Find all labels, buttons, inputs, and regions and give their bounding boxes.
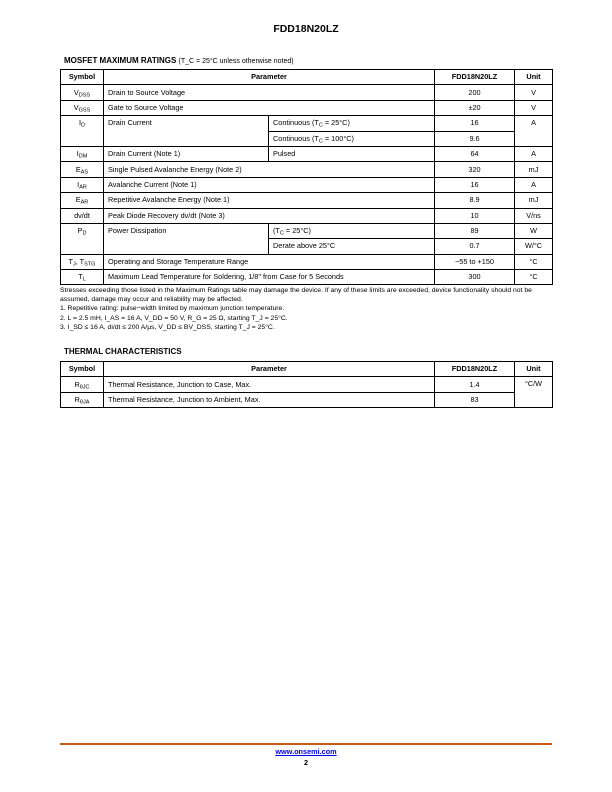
parameter-cell: Drain Current (Note 1): [104, 146, 269, 161]
symbol-cell: $E_{AR}$: [61, 193, 104, 208]
symbol-cell: $P_D$: [61, 223, 104, 254]
value-cell: 16: [435, 177, 515, 192]
value-cell: 83: [435, 392, 515, 407]
symbol-cell: $I_{DM}$: [61, 146, 104, 161]
ratings-title-text: MOSFET MAXIMUM RATINGS: [64, 56, 177, 65]
unit-cell: V: [515, 85, 553, 100]
value-cell: 10: [435, 208, 515, 223]
unit-cell: W/°C: [515, 239, 553, 254]
parameter-cell: Thermal Resistance, Junction to Ambient, Max.: [104, 392, 435, 407]
table-row: [61, 116, 553, 131]
ratings-notes: [60, 286, 554, 332]
thermal-section-title: THERMAL CHARACTERISTICS: [64, 347, 182, 356]
note-1: 1. Repetitive rating: pulse−width limited by maximum junction temperature.: [60, 305, 285, 313]
symbol-cell: $V_{DSS}$: [61, 85, 104, 100]
value-cell: 9.6: [435, 131, 515, 146]
document-title: FDD18N20LZ: [273, 23, 339, 35]
symbol-cell: $T_J$, $T_{STG}$: [61, 254, 104, 269]
condition-cell: Continuous $(T_C = 100^\circ C)$: [269, 131, 435, 146]
symbol-cell: $R_{\theta JA}$: [61, 392, 104, 407]
column-header-parameter: Parameter: [104, 362, 435, 377]
unit-cell: mJ: [515, 162, 553, 177]
value-cell: ±20: [435, 100, 515, 115]
stress-disclaimer: Stresses exceeding those listed in the Maximum Ratings table may damage the device. If any of these limits are exceeded, device functionality should not be assumed, damage may occur and reliability may be affected.: [60, 287, 532, 304]
table-row: [61, 377, 553, 392]
parameter-cell: Thermal Resistance, Junction to Case, Max.: [104, 377, 435, 392]
parameter-cell: Single Pulsed Avalanche Energy (Note 2): [104, 162, 435, 177]
parameter-cell: Drain Current: [104, 116, 269, 147]
note-3: 3. I_SD ≤ 16 A, di/dt ≤ 200 A/μs, V_DD ≤ BV_DSS, starting T_J = 25°C.: [60, 323, 275, 331]
footer-website-link[interactable]: www.onsemi.com: [275, 747, 337, 756]
unit-cell: W: [515, 223, 553, 238]
value-cell: 200: [435, 85, 515, 100]
condition-cell: Continuous $(T_C = 25^\circ C)$: [269, 116, 435, 131]
table-row: [61, 193, 553, 208]
parameter-cell: Avalanche Current (Note 1): [104, 177, 435, 192]
table-row: [61, 100, 553, 115]
unit-cell: mJ: [515, 193, 553, 208]
parameter-cell: Drain to Source Voltage: [104, 85, 435, 100]
maximum-ratings-table: [60, 69, 553, 285]
table-row: [61, 177, 553, 192]
table-row: [61, 208, 553, 223]
ratings-condition: (T_C = 25°C unless otherwise noted): [178, 58, 294, 65]
unit-cell: V: [515, 100, 553, 115]
parameter-cell: Gate to Source Voltage: [104, 100, 435, 115]
value-cell: 1.4: [435, 377, 515, 392]
condition-cell: $(T_C = 25^\circ C)$: [269, 223, 435, 238]
parameter-cell: Repetitive Avalanche Energy (Note 1): [104, 193, 435, 208]
unit-cell: A: [515, 177, 553, 192]
unit-cell: A: [515, 146, 553, 161]
value-cell: 320: [435, 162, 515, 177]
value-cell: 8.9: [435, 193, 515, 208]
table-row: [61, 223, 553, 238]
column-header-parameter: Parameter: [104, 70, 435, 85]
thermal-characteristics-table: [60, 361, 553, 408]
unit-cell: °C: [515, 254, 553, 269]
column-header-value: FDD18N20LZ: [435, 70, 515, 85]
table-row: [61, 85, 553, 100]
condition-cell: Derate above 25°C: [269, 239, 435, 254]
column-header-unit: Unit: [515, 70, 553, 85]
parameter-cell: Power Dissipation: [104, 223, 269, 254]
note-2: 2. L = 2.5 mH, I_AS = 16 A, V_DD = 50 V, R_G = 25 Ω, starting T_J = 25°C.: [60, 314, 288, 322]
value-cell: 0.7: [435, 239, 515, 254]
value-cell: 89: [435, 223, 515, 238]
symbol-cell: $E_{AS}$: [61, 162, 104, 177]
unit-cell: °C: [515, 270, 553, 285]
table-header-row: [61, 70, 553, 85]
symbol-cell: $R_{\theta JC}$: [61, 377, 104, 392]
column-header-value: FDD18N20LZ: [435, 362, 515, 377]
column-header-symbol: Symbol: [61, 362, 104, 377]
page-number: 2: [303, 758, 309, 767]
table-row: [61, 146, 553, 161]
condition-cell: Pulsed: [269, 146, 435, 161]
table-header-row: [61, 362, 553, 377]
unit-cell: °C/W: [515, 377, 553, 408]
table-row: [61, 392, 553, 407]
parameter-cell: Operating and Storage Temperature Range: [104, 254, 435, 269]
unit-cell: V/ns: [515, 208, 553, 223]
ratings-section-title: [64, 56, 294, 65]
table-row: [61, 254, 553, 269]
symbol-cell: $T_L$: [61, 270, 104, 285]
unit-cell: A: [515, 116, 553, 147]
parameter-cell: Maximum Lead Temperature for Soldering, 1/8" from Case for 5 Seconds: [104, 270, 435, 285]
value-cell: 16: [435, 116, 515, 131]
symbol-cell: $V_{GSS}$: [61, 100, 104, 115]
column-header-unit: Unit: [515, 362, 553, 377]
symbol-cell: $I_D$: [61, 116, 104, 147]
column-header-symbol: Symbol: [61, 70, 104, 85]
value-cell: −55 to +150: [435, 254, 515, 269]
symbol-cell: dv/dt: [61, 208, 104, 223]
symbol-cell: $I_{AR}$: [61, 177, 104, 192]
table-row: [61, 162, 553, 177]
value-cell: 64: [435, 146, 515, 161]
value-cell: 300: [435, 270, 515, 285]
table-row: [61, 270, 553, 285]
footer-divider: [60, 743, 552, 745]
parameter-cell: Peak Diode Recovery dv/dt (Note 3): [104, 208, 435, 223]
